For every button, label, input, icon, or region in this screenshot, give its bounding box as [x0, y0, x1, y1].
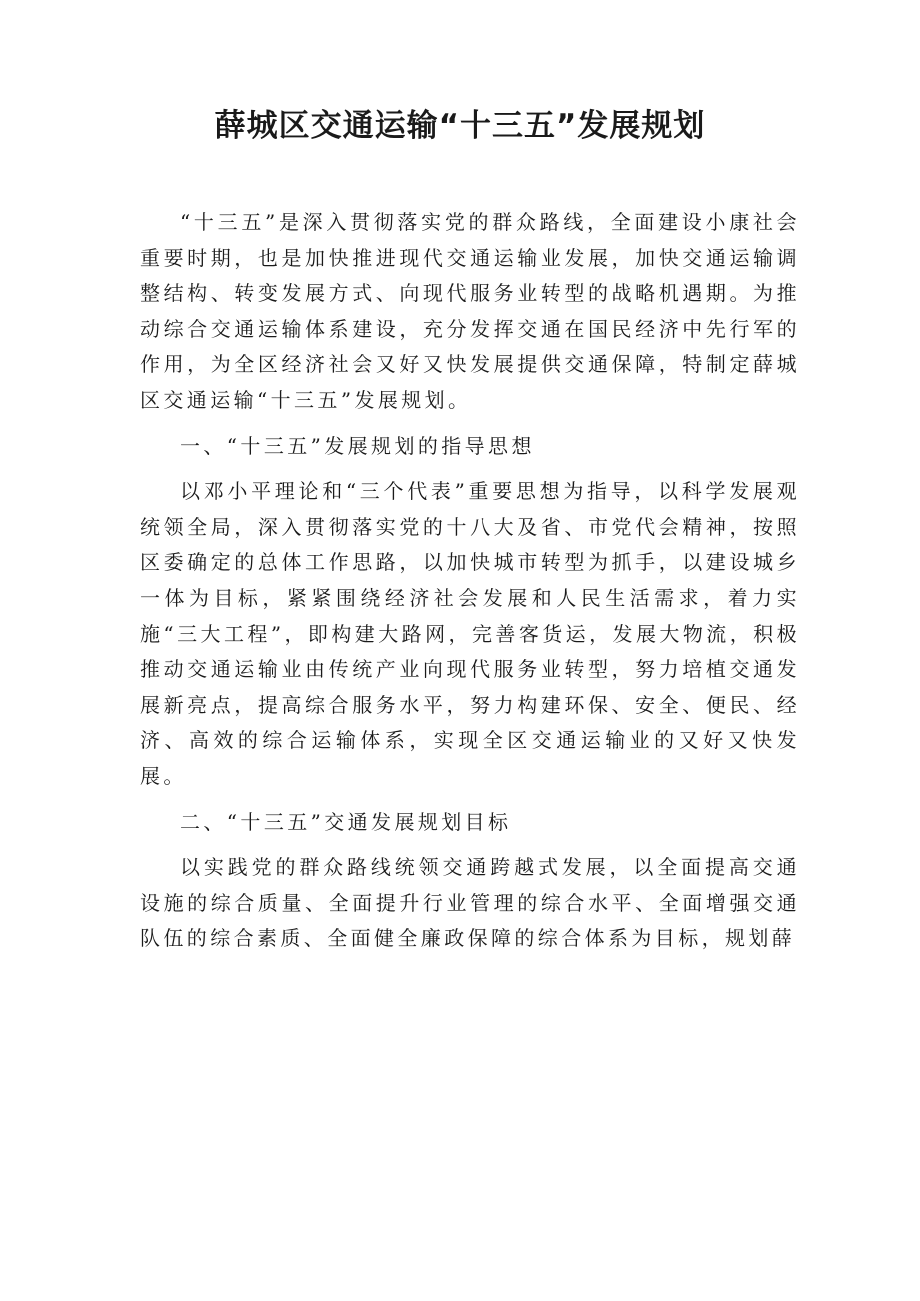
intro-paragraph: “十三五”是深入贯彻落实党的群众路线，全面建设小康社会重要时期，也是加快推进现代交通运输业发展，加快交通运输调整结构、转变发展方式、向现代服务业转型的战略机遇期。为推动综合交通运输体系建设，充分发挥交通在国民经济中先行军的作用，为全区经济社会又好又快发展提供交通保障，特制定薛城区交通运输“十三五”发展规划。 — [140, 210, 800, 412]
document-body — [140, 205, 800, 957]
section-2-paragraph: 以实践党的群众路线统领交通跨越式发展，以全面提高交通设施的综合质量、全面提升行业管理的综合水平、全面增强交通队伍的综合素质、全面健全廉政保障的综合体系为目标，规划薛 — [140, 855, 800, 951]
section-1-heading: 一、“十三五”发展规划的指导思想 — [180, 433, 535, 458]
document-title: 薛城区交通运输“十三五”发展规划 — [214, 108, 706, 144]
section-1-paragraph: 以邓小平理论和“三个代表”重要思想为指导，以科学发展观统领全局，深入贯彻落实党的十八大及省、市党代会精神，按照区委确定的总体工作思路，以加快城市转型为抓手，以建设城乡一体为目标，紧紧围绕经济社会发展和人民生活需求，着力实施“三大工程”，即构建大路网，完善客货运，发展大物流，积极推动交通运输业由传统产业向现代服务业转型，努力培植交通发展新亮点，提高综合服务水平，努力构建环保、安全、便民、经济、高效的综合运输体系，实现全区交通运输业的又好又快发展。 — [140, 479, 800, 788]
section-2-heading: 二、“十三五”交通发展规划目标 — [180, 809, 512, 834]
